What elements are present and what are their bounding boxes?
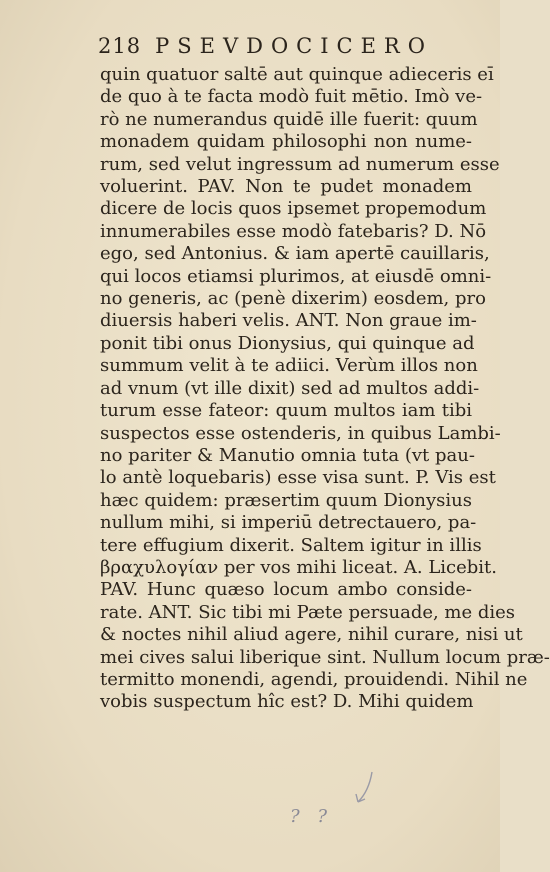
text-line: lo antè loquebaris) esse visa sunt. P. Vis est — [100, 467, 496, 489]
text-line: nullum mihi, si imperiū detrectauero, pa- — [100, 512, 477, 534]
pencil-arrow-mark — [352, 770, 376, 806]
text-line: turum esse fateor: quum multos iam tibi — [100, 400, 472, 422]
text-line: voluerint. PAV. Non te pudet monadem — [100, 176, 472, 198]
text-line: suspectos esse ostenderis, in quibus Lambi- — [100, 422, 501, 444]
handwritten-note: ? ? — [290, 806, 334, 827]
text-line: summum velit à te adiici. Verùm illos non — [100, 355, 478, 377]
text-line: termitto monendi, agendi, prouidendi. Nihil ne — [100, 668, 528, 690]
text-line: quin quatuor saltē aut quinque adieceris eī — [100, 64, 494, 85]
page-number: 218 — [98, 34, 142, 58]
text-line: no generis, ac (penè dixerim) eosdem, pro — [100, 288, 486, 310]
text-line: tere effugium dixerit. Saltem igitur in illis — [100, 534, 482, 556]
text-line: rum, sed velut ingressum ad numerum esse — [100, 153, 500, 175]
text-line: vobis suspectum hîc est? D. Mihi quidem — [100, 691, 474, 713]
text-line: βραχυλογίαν per vos mihi liceat. A. Licebit. — [100, 556, 498, 578]
text-line: mei cives salui liberique sint. Nullum locum præ- — [100, 646, 550, 668]
text-line: innumerabiles esse modò fatebaris? D. Nō — [100, 220, 487, 242]
text-line: de quo à te facta modò fuit mētio. Imò ve- — [100, 86, 483, 108]
text-line: rate. ANT. Sic tibi mi Pæte persuade, me dies — [100, 601, 516, 623]
text-line: ego, sed Antonius. & iam apertē cauillaris, — [100, 243, 490, 265]
text-line: rò ne numerandus quidē ille fuerit: quum — [100, 108, 478, 130]
text-line: no pariter & Manutio omnia tuta (vt pau- — [100, 444, 475, 466]
text-line: & noctes nihil aliud agere, nihil curare, nisi ut — [100, 624, 523, 646]
page-header — [98, 34, 458, 58]
text-line: ad vnum (vt ille dixit) sed ad multos addi- — [100, 377, 480, 399]
text-line: PAV. Hunc quæso locum ambo conside- — [100, 579, 472, 601]
text-line: ponit tibi onus Dionysius, qui quinque ad — [100, 332, 475, 354]
text-line: qui locos etiamsi plurimos, at eiusdē omni- — [100, 265, 492, 287]
body-text — [100, 64, 550, 714]
running-title: PSEVDOCICERO — [155, 34, 433, 58]
text-line: dicere de locis quos ipsemet propemodum — [100, 198, 487, 220]
text-line: hæc quidem: præsertim quum Dionysius — [100, 489, 472, 511]
text-line: monadem quidam philosophi non nume- — [100, 131, 472, 153]
text-line: diuersis haberi velis. ANT. Non graue im- — [100, 310, 477, 332]
